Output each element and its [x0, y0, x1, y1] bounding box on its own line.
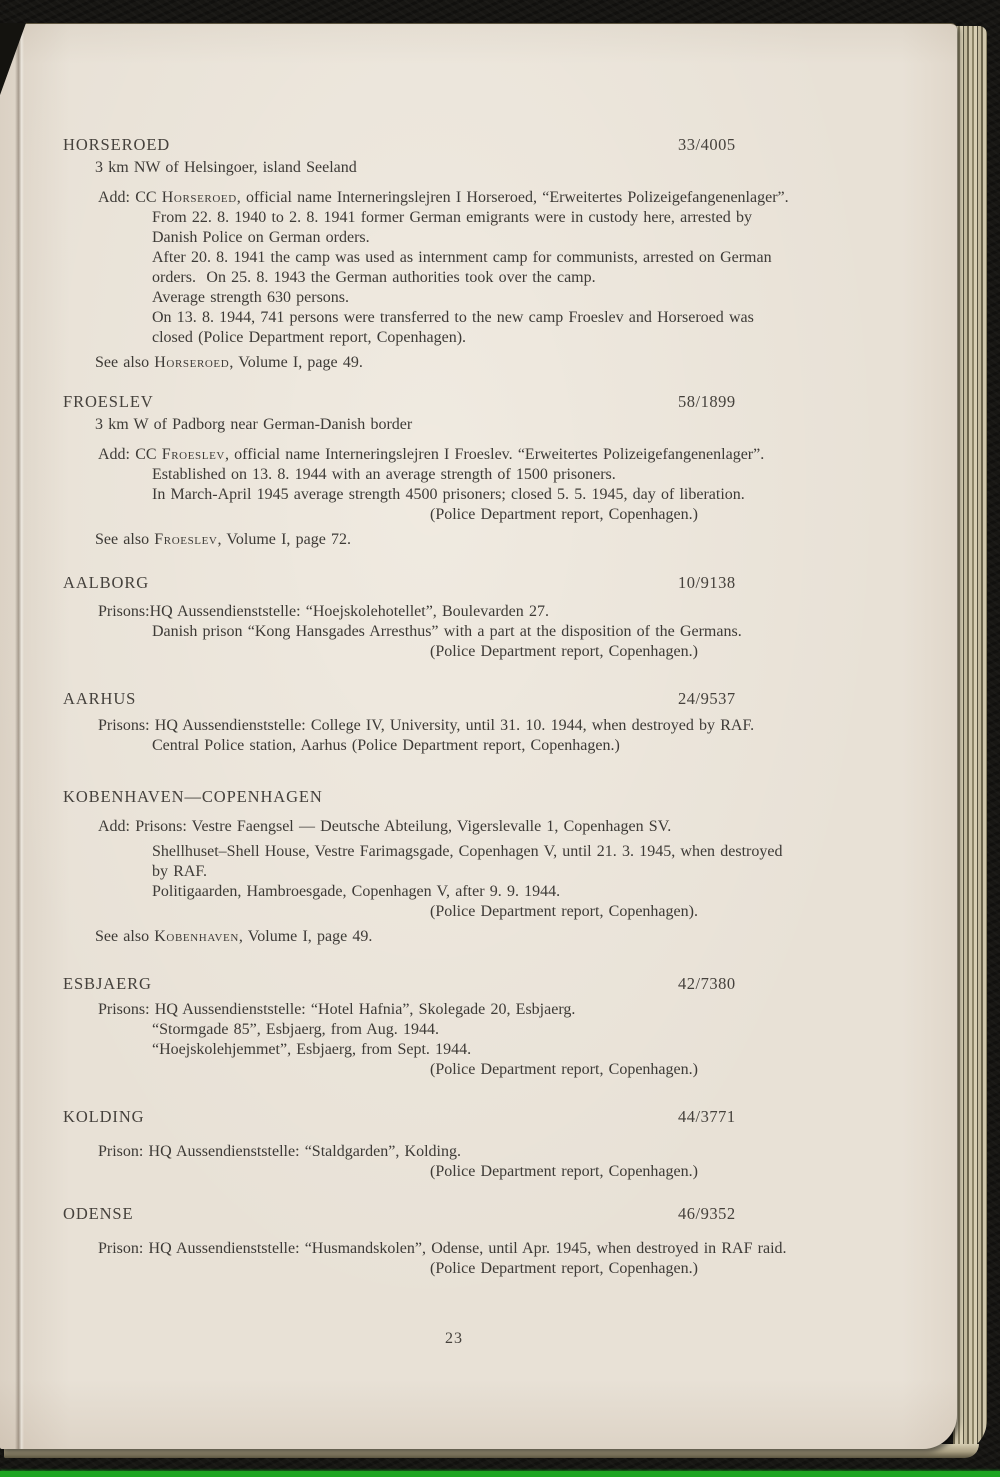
- text-segment: See also: [95, 531, 155, 548]
- binding-crease: [15, 24, 24, 1449]
- text-segment: , official name Interneringslejren I Froeslev. “Erweitertes Polizeigefangenenlager”.: [224, 446, 765, 463]
- text-segment: On 13. 8. 1944, 741 persons were transferred to the new camp Froeslev and Horseroed was: [152, 309, 754, 326]
- text-segment: Kobenhaven: [154, 928, 239, 945]
- section-name: AALBORG: [63, 573, 150, 592]
- body-line: [98, 188, 917, 208]
- body-line: [152, 268, 917, 288]
- section-location: 3 km W of Padborg near German-Danish border: [95, 416, 413, 433]
- text-segment: (Police Department report, Copenhagen.): [430, 1061, 698, 1078]
- section-header: [63, 572, 917, 595]
- text-segment: Average strength 630 persons.: [152, 289, 350, 306]
- text-segment: See also: [95, 928, 155, 945]
- scan-artifact-line: [0, 1471, 1000, 1477]
- section-name: HORSEROED: [63, 135, 171, 154]
- text-segment: , official name Interneringslejren I Horseroed, “Erweitertes Polizeigefangenenlager”.: [236, 189, 789, 206]
- book-page-edge-stack-right: [953, 26, 987, 1454]
- body-line: [152, 248, 917, 268]
- body-line: [98, 716, 917, 736]
- body-line: [152, 208, 917, 228]
- section-name: FROESLEV: [63, 392, 154, 411]
- text-segment: Prisons: HQ Aussendienststelle: “Hotel Hafnia”, Skolegade 20, Esbjaerg.: [98, 1001, 576, 1018]
- text-segment: From 22. 8. 1940 to 2. 8. 1941 former German emigrants were in custody here, arrested by: [152, 209, 752, 226]
- section-header: [63, 786, 917, 809]
- see-also-line: [95, 529, 917, 551]
- body-line: [430, 1060, 917, 1080]
- text-segment: Prison: HQ Aussendienststelle: “Staldgarden”, Kolding.: [98, 1143, 461, 1160]
- text-segment: “Stormgade 85”, Esbjaerg, from Aug. 1944.: [152, 1021, 439, 1038]
- entry-section: [63, 786, 917, 948]
- section-reference-number: 10/9138: [678, 573, 736, 592]
- body-line: [152, 862, 917, 882]
- text-segment: Established on 13. 8. 1944 with an average strength of 1500 prisoners.: [152, 466, 616, 483]
- document-page: [0, 23, 957, 1449]
- text-segment: Add: CC: [98, 446, 162, 463]
- see-also-line: [95, 352, 917, 374]
- section-header: [63, 973, 917, 996]
- entry-section: [63, 1106, 917, 1182]
- section-body: [63, 1142, 917, 1182]
- section-name: KOBENHAVEN—COPENHAGEN: [63, 787, 323, 806]
- text-segment: Central Police station, Aarhus (Police Department report, Copenhagen.): [152, 737, 620, 754]
- body-line: [430, 902, 917, 922]
- text-segment: closed (Police Department report, Copenhagen).: [152, 329, 467, 346]
- page-number: 23: [445, 1330, 463, 1347]
- section-header: [63, 688, 917, 711]
- section-body: [63, 716, 917, 756]
- text-segment: Prisons: HQ Aussendienststelle: College IV, University, until 31. 10. 1944, when destroyed by RAF.: [98, 717, 755, 734]
- text-segment: by RAF.: [152, 863, 208, 880]
- text-segment: (Police Department report, Copenhagen).: [430, 903, 698, 920]
- section-body: [63, 1000, 917, 1080]
- text-segment: Horseroed: [161, 189, 237, 206]
- body-line: [152, 842, 917, 862]
- text-segment: Froeslev: [154, 531, 218, 548]
- body-line: [98, 1142, 917, 1162]
- body-line: [152, 288, 917, 308]
- text-segment: Danish Police on German orders.: [152, 229, 370, 246]
- section-name: AARHUS: [63, 689, 137, 708]
- entry-section: [63, 1203, 917, 1279]
- section-reference-number: 58/1899: [678, 392, 736, 411]
- page-content: [63, 24, 917, 1449]
- section-location: 3 km NW of Helsingoer, island Seeland: [95, 159, 357, 176]
- section-header: [63, 1203, 917, 1226]
- text-segment: (Police Department report, Copenhagen.): [430, 1260, 698, 1277]
- section-reference-number: 33/4005: [678, 135, 736, 154]
- section-body: [63, 602, 917, 662]
- body-line: [152, 485, 917, 505]
- body-line: [152, 328, 917, 348]
- text-segment: Prison: HQ Aussendienststelle: “Husmandskolen”, Odense, until Apr. 1945, when destroyed in RAF raid.: [98, 1240, 787, 1257]
- body-line: [98, 1239, 917, 1259]
- body-line: [430, 1259, 917, 1279]
- text-segment: Danish prison “Kong Hansgades Arresthus” with a part at the disposition of the Germans.: [152, 623, 742, 640]
- body-line: [98, 817, 917, 837]
- text-segment: See also: [95, 354, 155, 371]
- text-segment: , Volume I, page 72.: [217, 531, 352, 548]
- body-line: [98, 1000, 917, 1020]
- body-line: [430, 1162, 917, 1182]
- text-segment: (Police Department report, Copenhagen.): [430, 643, 698, 660]
- text-segment: “Hoejskolehjemmet”, Esbjaerg, from Sept. 1944.: [152, 1041, 472, 1058]
- text-segment: Politigaarden, Hambroesgade, Copenhagen V, after 9. 9. 1944.: [152, 883, 561, 900]
- text-segment: Add: CC: [98, 189, 162, 206]
- text-segment: In March-April 1945 average strength 4500 prisoners; closed 5. 5. 1945, day of liberation.: [152, 486, 745, 503]
- text-segment: After 20. 8. 1941 the camp was used as internment camp for communists, arrested on German: [152, 249, 772, 266]
- section-header: [63, 391, 917, 414]
- section-reference-number: 24/9537: [678, 689, 736, 708]
- section-name: ESBJAERG: [63, 974, 152, 993]
- body-line: [98, 445, 917, 465]
- text-segment: , Volume I, page 49.: [229, 354, 363, 371]
- body-line: [98, 602, 917, 622]
- text-segment: , Volume I, page 49.: [238, 928, 373, 945]
- text-segment: (Police Department report, Copenhagen.): [430, 1163, 698, 1180]
- entry-section: [63, 572, 917, 662]
- text-segment: Prisons:HQ Aussendienststelle: “Hoejskolehotellet”, Boulevarden 27.: [98, 603, 549, 620]
- body-line: [430, 642, 917, 662]
- text-segment: (Police Department report, Copenhagen.): [430, 506, 698, 523]
- text-segment: Froeslev: [161, 446, 225, 463]
- entry-section: [63, 973, 917, 1080]
- text-segment: orders. On 25. 8. 1943 the German authorities took over the camp.: [152, 269, 596, 286]
- body-line: [152, 1040, 917, 1060]
- section-name: KOLDING: [63, 1107, 145, 1126]
- body-line: [430, 505, 917, 525]
- section-name: ODENSE: [63, 1204, 134, 1223]
- text-segment: Add: Prisons: Vestre Faengsel — Deutsche Abteilung, Vigerslevalle 1, Copenhagen SV.: [98, 818, 672, 835]
- entry-section: [63, 391, 917, 551]
- entry-section: [63, 688, 917, 756]
- section-reference-number: 46/9352: [678, 1204, 736, 1223]
- body-line: [152, 736, 917, 756]
- section-body: [63, 188, 917, 348]
- body-line: [152, 308, 917, 328]
- section-body: [63, 1239, 917, 1279]
- body-line: [152, 622, 917, 642]
- section-body: [63, 817, 917, 922]
- body-line: [152, 1020, 917, 1040]
- text-segment: Shellhuset–Shell House, Vestre Farimagsgade, Copenhagen V, until 21. 3. 1945, when destroyed: [152, 843, 783, 860]
- section-body: [63, 445, 917, 525]
- section-header: [63, 134, 917, 157]
- section-header: [63, 1106, 917, 1129]
- body-line: [152, 882, 917, 902]
- text-segment: Horseroed: [154, 354, 230, 371]
- section-reference-number: 42/7380: [678, 974, 736, 993]
- section-reference-number: 44/3771: [678, 1107, 736, 1126]
- body-line: [152, 228, 917, 248]
- entry-section: [63, 134, 917, 374]
- body-line: [152, 465, 917, 485]
- see-also-line: [95, 926, 917, 948]
